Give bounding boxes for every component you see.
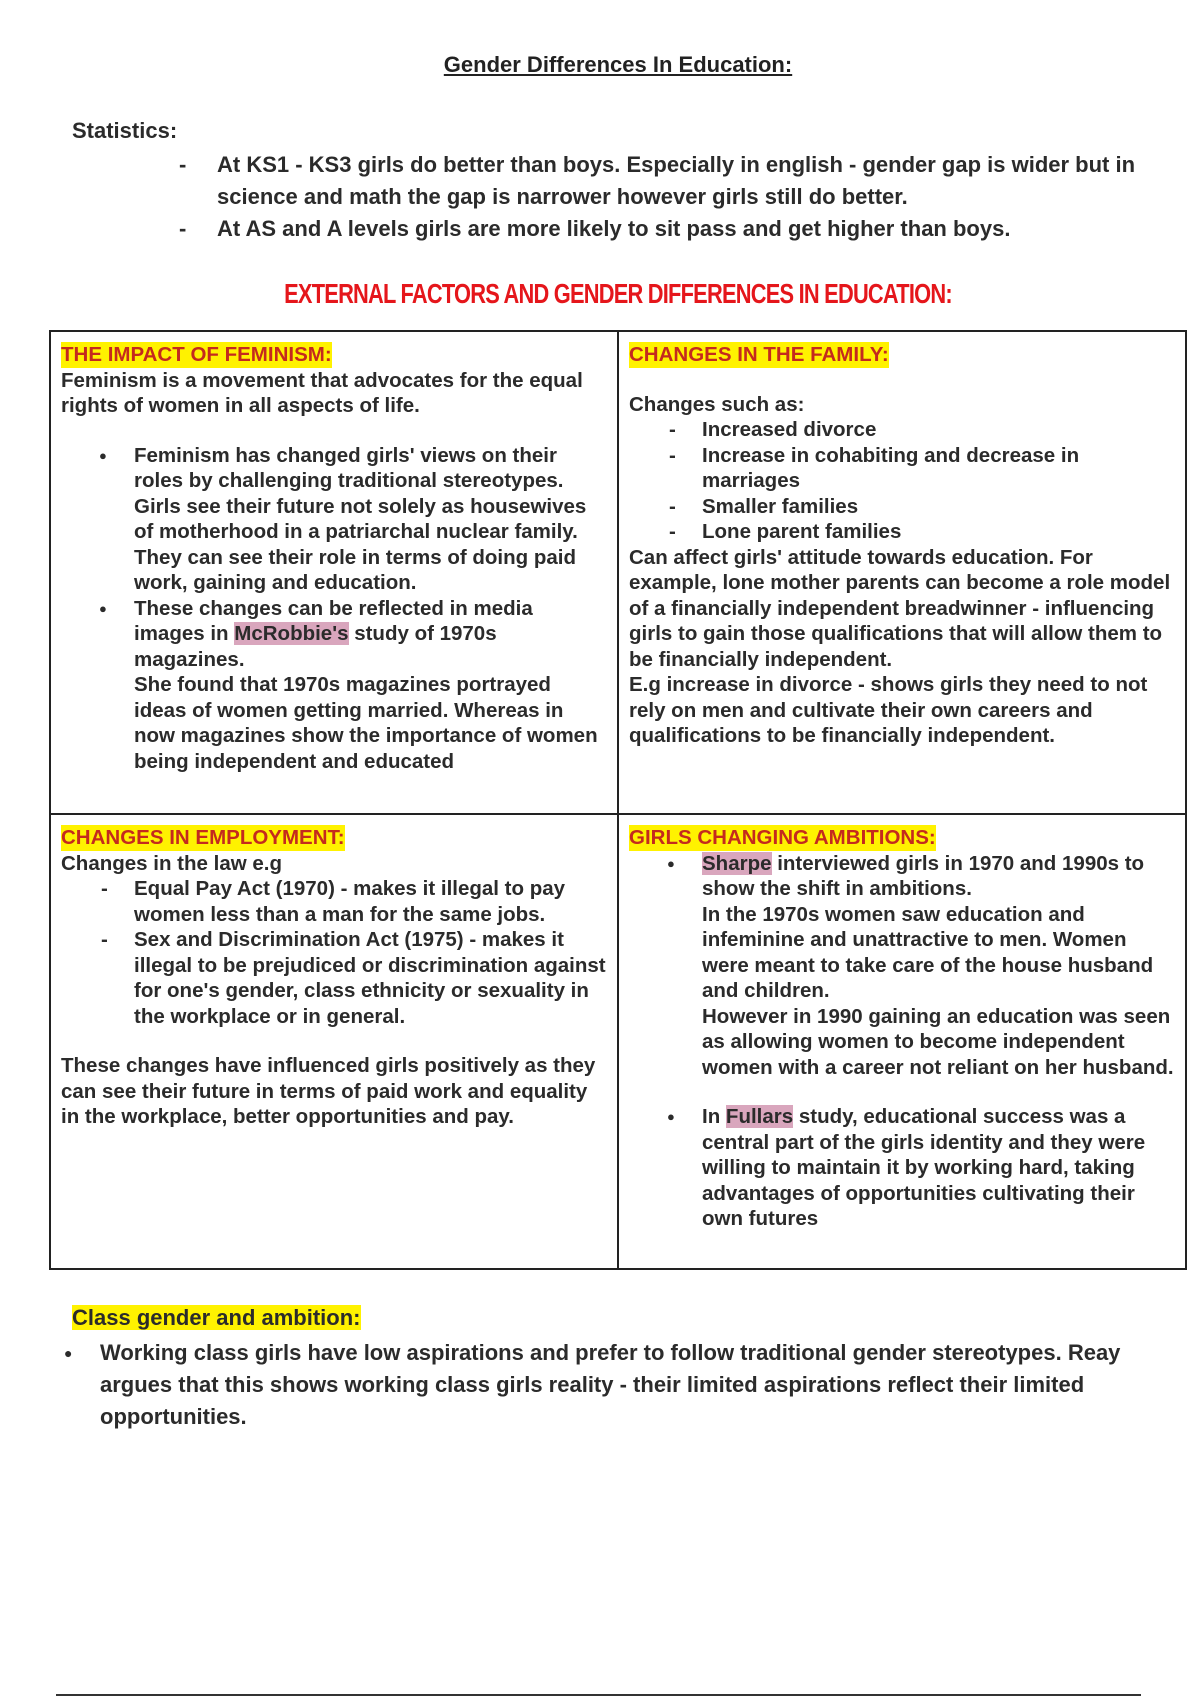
list-item [629,851,1175,1081]
ambitions-cell [619,815,1185,1268]
statistics-item: - At AS and A levels girls are more likely to sit pass and get higher than boys. [175,213,1165,245]
highlight-mcrobbie: McRobbie's [234,622,349,645]
page-title: Gender Differences In Education: [443,52,793,77]
employment-heading: CHANGES IN EMPLOYMENT: [61,826,345,849]
family-intro: Changes such as: [629,392,805,416]
employment-cell [51,815,619,1268]
list-item [61,596,607,775]
list-item-text: In [702,1105,726,1128]
statistics-label: Statistics: [72,118,178,143]
employment-intro: Changes in the law e.g [61,851,282,875]
highlight-sharpe: Sharpe [702,851,772,875]
statistics-list [175,149,1165,245]
list-item: - Lone parent families [629,519,1175,545]
employment-paragraph: These changes have influenced girls positively as they can see their future in terms of paid work and equality in the workplace, better opportunities and pay. [61,1054,596,1128]
feminism-cell [51,332,619,815]
class-section-heading-text: Class gender and ambition: [72,1305,361,1330]
list-item: - Sex and Discrimination Act (1975) - makes it illegal to be prejudiced or discrimination against for one's gender, class ethnicity or sexuality in the workplace or in general. [61,927,607,1029]
employment-list [61,876,607,1029]
feminism-heading: THE IMPACT OF FEMINISM: [61,343,332,366]
list-item: - Increased divorce [629,417,1175,443]
class-section-list [60,1337,1180,1433]
list-item: - Smaller families [629,494,1175,520]
list-item: - Equal Pay Act (1970) - makes it illegal to pay women less than a man for the same jobs. [61,876,607,927]
section-subtitle: EXTERNAL FACTORS AND GENDER DIFFERENCES IN EDUCATION: [284,278,952,309]
ambitions-heading: GIRLS CHANGING AMBITIONS: [629,826,936,849]
list-item-text: However in 1990 gaining an education was seen as allowing women to become independent women with a career not reliant on her husband. [702,1004,1174,1079]
statistics-item: - At KS1 - KS3 girls do better than boys. Especially in english - gender gap is wider but in science and math the gap is narrower however girls still do better. [175,149,1165,213]
ambitions-list [629,851,1175,1232]
list-item: ● Feminism has changed girls' views on their roles by challenging traditional stereotypes. Girls see their future not solely as housewives of motherhood in a patriarchal nuclear family. They can see their role in terms of doing paid work, gaining and education. [61,443,607,596]
list-item-text: These changes can be reflected in media images in [134,596,533,645]
family-paragraph: Can affect girls' attitude towards education. For example, lone mother parents can become a role model of a financially independent breadwinner - influencing girls to gain those qualifications that will allow them to be financially independent. [629,545,1171,671]
list-item: ● Working class girls have low aspirations and prefer to follow traditional gender stereotypes. Reay argues that this shows working class girls reality - their limited aspirations reflect their limited opportunities. [60,1337,1180,1433]
factors-table [49,330,1187,1270]
list-item-text: study, educational success was a central part of the girls identity and they were willing to maintain it by working hard, taking advantages of opportunities cultivating their own futures [702,1105,1146,1230]
list-item-text: She found that 1970s magazines portrayed ideas of women getting married. Whereas in now magazines show the importance of women being independent and educated [134,673,598,773]
family-list [629,417,1175,545]
list-item [629,1104,1175,1232]
feminism-list [61,443,607,775]
family-paragraph: E.g increase in divorce - shows girls they need to not rely on men and cultivate their own careers and qualifications to be financially independent. [629,673,1148,747]
list-item-text: study of 1970s magazines. [134,622,497,671]
family-cell [619,332,1185,815]
list-item: - Increase in cohabiting and decrease in marriages [629,443,1175,494]
family-heading: CHANGES IN THE FAMILY: [629,343,889,366]
bottom-divider [56,1694,1141,1696]
list-item-text: In the 1970s women saw education and infeminine and unattractive to men. Women were meant to take care of the house husband and children. [702,902,1154,1002]
feminism-intro: Feminism is a movement that advocates for the equal rights of women in all aspects of life. [61,368,583,417]
list-item-text: interviewed girls in 1970 and 1990s to show the shift in ambitions. [702,851,1145,900]
highlight-fullars: Fullars [725,1105,794,1128]
class-section-heading [72,1305,361,1331]
